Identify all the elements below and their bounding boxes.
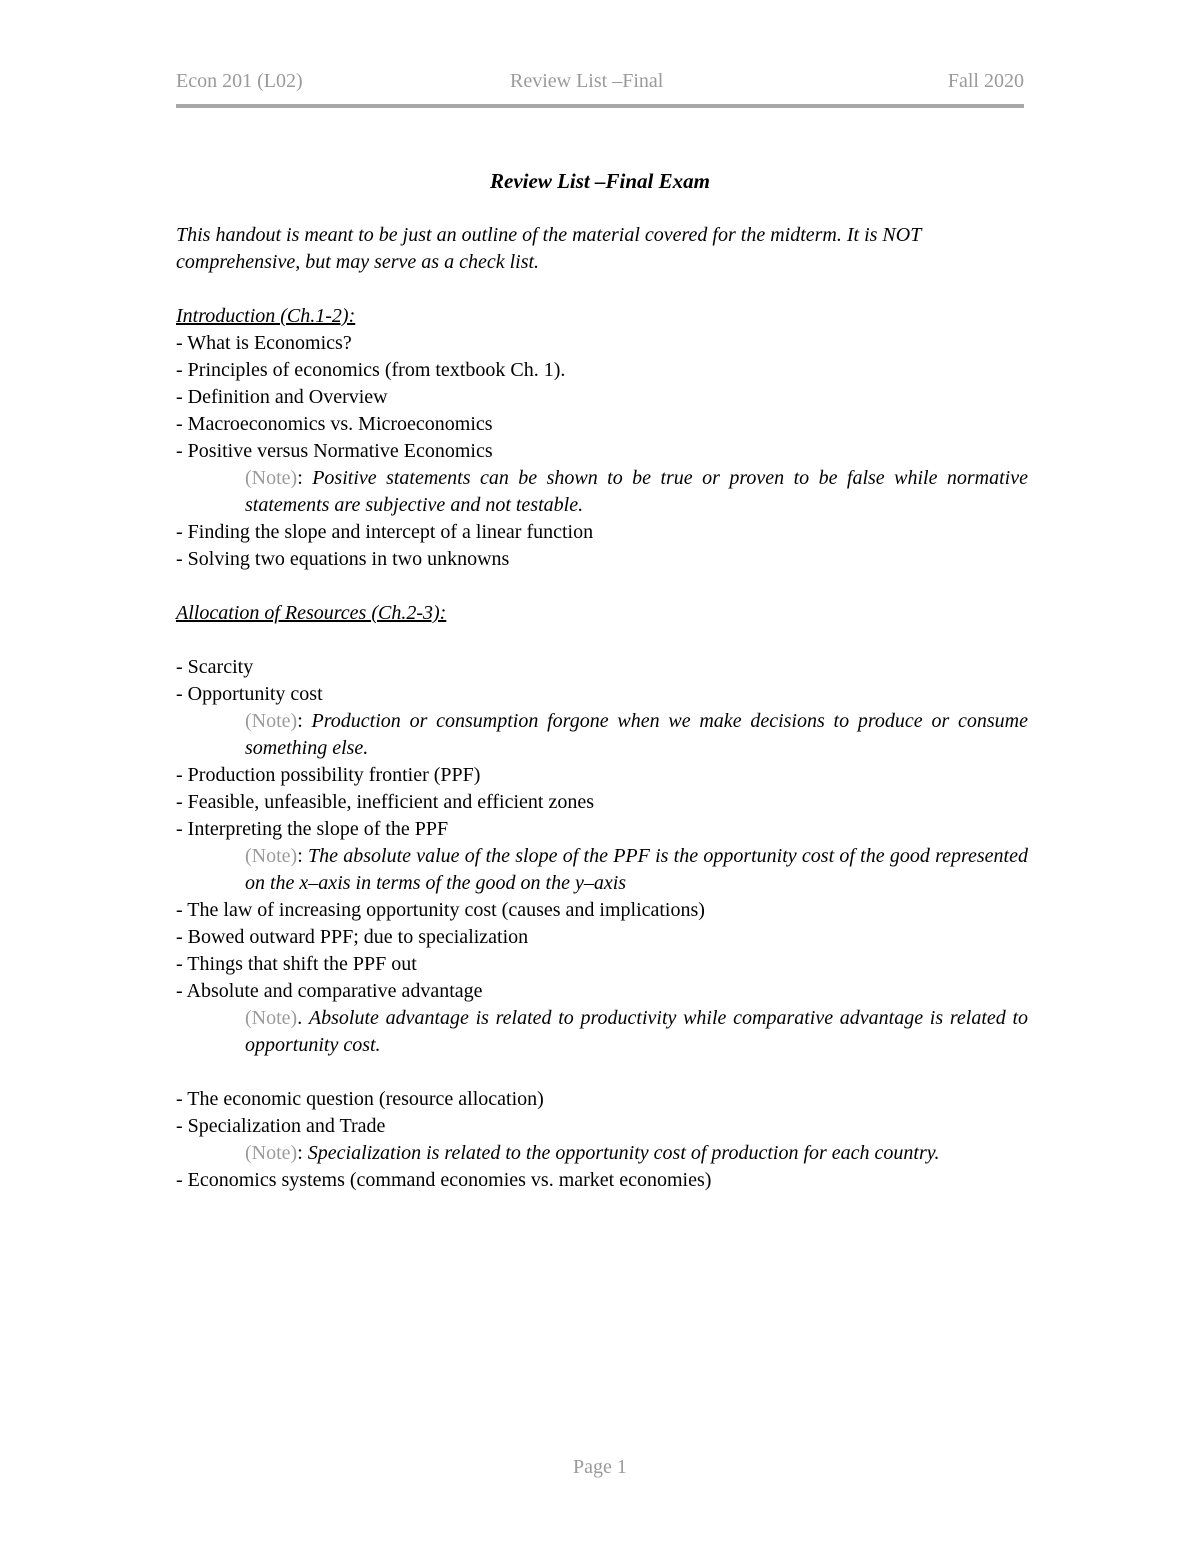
- section-heading-introduction: Introduction (Ch.1-2):: [176, 305, 356, 327]
- list-item: - Things that shift the PPF out: [176, 953, 417, 975]
- header-rule: [176, 104, 1024, 108]
- list-item: - Scarcity: [176, 656, 254, 678]
- note: [176, 843, 1028, 897]
- page-number: Page 1: [573, 1456, 627, 1478]
- list-item: - Specialization and Trade: [176, 1115, 386, 1137]
- list-item: - Solving two equations in two unknowns: [176, 548, 510, 570]
- note: [176, 708, 1028, 762]
- list-item: - Interpreting the slope of the PPF: [176, 818, 449, 840]
- note-separator: :: [297, 710, 312, 732]
- list-item: - What is Economics?: [176, 332, 352, 354]
- note-label: (Note): [245, 467, 298, 489]
- note-separator: .: [297, 1007, 309, 1029]
- note-label: (Note): [245, 1007, 298, 1029]
- note-separator: :: [297, 467, 313, 489]
- list-item: - Positive versus Normative Economics: [176, 440, 493, 462]
- note-label: (Note): [245, 710, 298, 732]
- list-item: - Production possibility frontier (PPF): [176, 764, 481, 786]
- document-title: Review List –Final Exam: [490, 169, 710, 193]
- note-label: (Note): [245, 845, 298, 867]
- list-item: - Macroeconomics vs. Microeconomics: [176, 413, 493, 435]
- note-separator: :: [297, 1142, 308, 1164]
- list-item: - Finding the slope and intercept of a linear function: [176, 521, 594, 543]
- note-text: Positive statements can be shown to be true or proven to be false while normative statements are subjective and not testable.: [245, 467, 1028, 516]
- intro-paragraph: This handout is meant to be just an outline of the material covered for the midterm. It is NOT comprehensive, but may serve as a check list.: [176, 224, 921, 273]
- note-text: The absolute value of the slope of the PPF is the opportunity cost of the good represented on the x–axis in terms of the good on the y–axis: [245, 845, 1028, 894]
- note: [176, 1140, 1028, 1167]
- list-item: - The economic question (resource allocation): [176, 1088, 544, 1110]
- note-separator: :: [297, 845, 308, 867]
- list-item: - The law of increasing opportunity cost (causes and implications): [176, 899, 705, 921]
- page-header: [176, 70, 1024, 100]
- note: [176, 1005, 1028, 1059]
- document-body: [176, 222, 1028, 1194]
- list-item: - Definition and Overview: [176, 386, 388, 408]
- list-item: - Opportunity cost: [176, 683, 323, 705]
- spacer: [176, 276, 1028, 303]
- spacer: [176, 627, 1028, 654]
- list-item: - Principles of economics (from textbook Ch. 1).: [176, 359, 566, 381]
- spacer: [176, 1059, 1028, 1086]
- note-text: Specialization is related to the opportunity cost of production for each country.: [307, 1142, 940, 1164]
- header-doc-name: Review List –Final: [510, 70, 664, 92]
- section-heading-allocation: Allocation of Resources (Ch.2-3):: [176, 602, 447, 624]
- list-item: - Absolute and comparative advantage: [176, 980, 483, 1002]
- note-text: Production or consumption forgone when we make decisions to produce or consume something else.: [245, 710, 1028, 759]
- spacer: [176, 573, 1028, 600]
- header-term: Fall 2020: [947, 70, 1024, 92]
- list-item: - Bowed outward PPF; due to specialization: [176, 926, 529, 948]
- note-label: (Note): [245, 1142, 298, 1164]
- list-item: - Economics systems (command economies vs. market economies): [176, 1169, 712, 1191]
- header-course: Econ 201 (L02): [176, 70, 303, 92]
- list-item: - Feasible, unfeasible, inefficient and efficient zones: [176, 791, 594, 813]
- note: [176, 465, 1028, 519]
- note-text: Absolute advantage is related to productivity while comparative advantage is related to opportunity cost.: [245, 1007, 1029, 1056]
